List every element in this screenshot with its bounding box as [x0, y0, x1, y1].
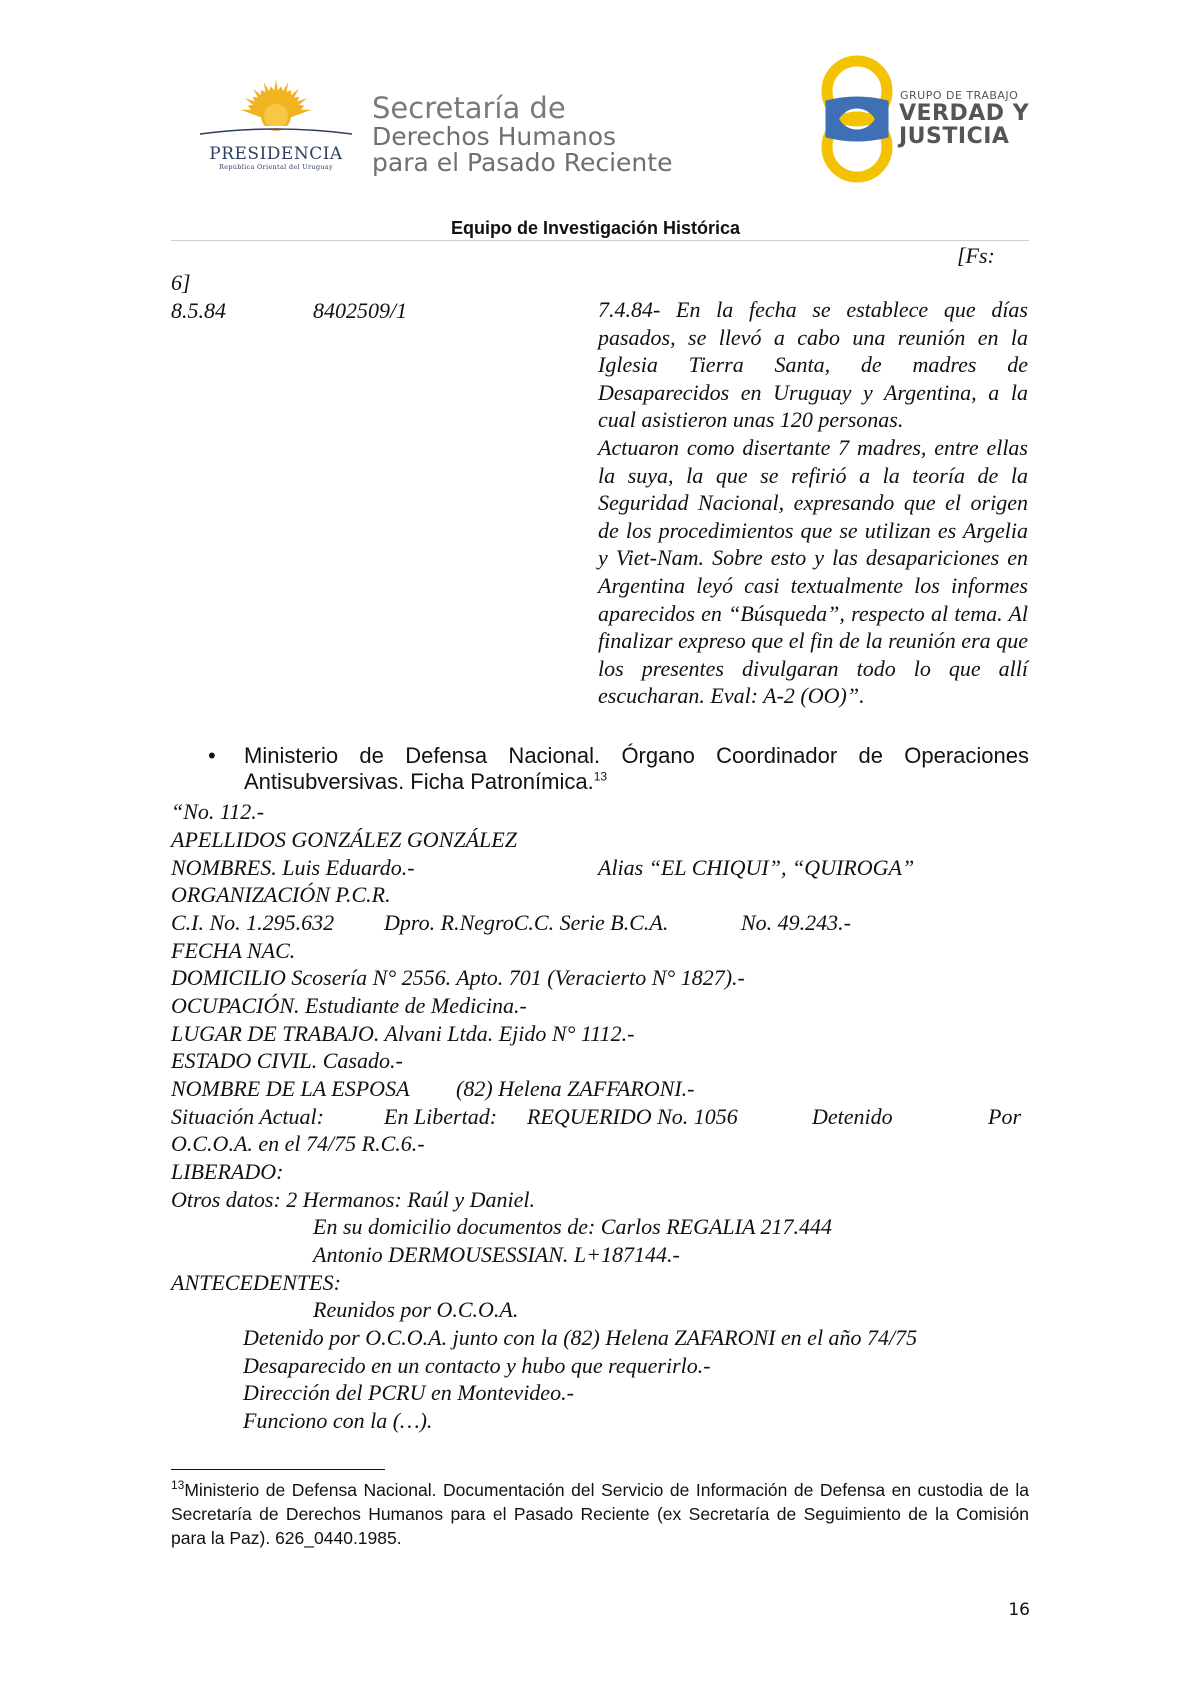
- ficha-detenido: Detenido: [812, 1104, 893, 1129]
- bullet-marker: •: [208, 743, 216, 768]
- footnote: [171, 1478, 1029, 1550]
- team-heading: Equipo de Investigación Histórica: [450, 218, 741, 238]
- ficha-ci: C.I. No. 1.295.632: [171, 910, 335, 935]
- footnote-reference: 13: [593, 769, 608, 784]
- header-divider: [171, 240, 1029, 241]
- record-code: 8402509/1: [313, 298, 408, 323]
- record-date: 8.5.84: [171, 298, 226, 323]
- ficha-lugar-trabajo: LUGAR DE TRABAJO. Alvani Ltda. Ejido N° 1112.-: [171, 1021, 635, 1046]
- footnote-divider: [171, 1469, 385, 1470]
- record-entry-paragraph: Actuaron como disertante 7 madres, entre ellas la suya, la que se refirió a la teoría de la Seguridad Nacional, expresando que el origen de los procedimientos que se utilizan es Argelia y Viet-Nam. Sobre esto y las desapariciones en Argentina leyó casi textualmente los informes aparecidos en “Búsqueda”, respecto al tema. Al finalizar expreso que el fin de la reunión era que los presentes divulgaran todo lo que allí escucharan. Eval: A-2 (OO)”.: [598, 434, 1028, 709]
- ficha-requerido: REQUERIDO No. 1056: [527, 1104, 738, 1129]
- ficha-esposa-value: (82) Helena ZAFFARONI.-: [456, 1076, 695, 1101]
- ficha-fecha-nac: FECHA NAC.: [171, 938, 296, 963]
- ficha-ocupacion: OCUPACIÓN. Estudiante de Medicina.-: [171, 993, 527, 1018]
- presidencia-title: PRESIDENCIA: [209, 144, 343, 164]
- verdad-label: VERDAD Y: [899, 101, 1030, 126]
- ficha-liberado: LIBERADO:: [171, 1159, 284, 1184]
- ficha-otros-datos: Otros datos: 2 Hermanos: Raúl y Daniel.: [171, 1187, 535, 1212]
- verdad-justicia-rings-logo: [817, 55, 897, 183]
- ficha-domicilio: DOMICILIO Scosería N° 2556. Apto. 701 (Veracierto N° 1827).-: [171, 965, 745, 990]
- record-entry-paragraph: 7.4.84- En la fecha se establece que días pasados, se llevó a cabo una reunión en la Iglesia Tierra Santa, de madres de Desaparecidos en Uruguay y Argentina, a la cual asistieron unas 120 personas.: [598, 297, 1028, 433]
- presidencia-subtitle: República Oriental del Uruguay: [219, 163, 333, 171]
- grupo-trabajo-label: GRUPO DE TRABAJO: [900, 89, 1019, 102]
- ficha-documentos: En su domicilio documentos de: Carlos REGALIA 217.444: [313, 1214, 832, 1239]
- ficha-antonio: Antonio DERMOUSESSIAN. L+187144.-: [313, 1242, 680, 1267]
- ficha-antecedentes: ANTECEDENTES:: [171, 1270, 341, 1295]
- ficha-situacion-label: Situación Actual:: [171, 1104, 324, 1129]
- ficha-por: Por: [988, 1104, 1021, 1129]
- ficha-antecedente-2: Detenido por O.C.O.A. junto con la (82) Helena ZAFARONI en el año 74/75: [243, 1325, 918, 1350]
- ficha-number: “No. 112.-: [171, 799, 265, 824]
- justicia-label: JUSTICIA: [899, 124, 1010, 149]
- ficha-ocoa: O.C.O.A. en el 74/75 R.C.6.-: [171, 1131, 425, 1156]
- secretaria-line-3: para el Pasado Reciente: [372, 148, 673, 177]
- footnote-number: 13: [171, 1478, 185, 1493]
- ficha-antecedente-4: Dirección del PCRU en Montevideo.-: [243, 1380, 574, 1405]
- secretaria-line-2: Derechos Humanos: [372, 122, 617, 151]
- ficha-apellidos: APELLIDOS GONZÁLEZ GONZÁLEZ: [171, 827, 517, 852]
- folio-ref-end: 6]: [171, 270, 191, 295]
- record-entry: [598, 296, 1028, 710]
- page-number: 16: [1008, 1600, 1030, 1620]
- ficha-cc-number: No. 49.243.-: [741, 910, 851, 935]
- footnote-text: Ministerio de Defensa Nacional. Documentación del Servicio de Información de Defensa en custodia de la Secretaría de Derechos Humanos para el Pasado Reciente (ex Secretaría de Seguimiento de la Comisión para la Paz). 626_0440.1985.: [171, 1480, 1029, 1548]
- ficha-en-libertad: En Libertad:: [384, 1104, 498, 1129]
- source-bullet: [244, 743, 1029, 795]
- ficha-antecedente-3: Desaparecido en un contacto y hubo que requerirlo.-: [243, 1353, 711, 1378]
- ficha-alias: Alias “EL CHIQUI”, “QUIROGA”: [598, 855, 915, 880]
- ficha-dpto: Dpro. R.NegroC.C. Serie B.C.A.: [384, 910, 669, 935]
- ficha-nombres: NOMBRES. Luis Eduardo.-: [171, 855, 415, 880]
- ficha-antecedente-5: Funciono con la (…).: [243, 1408, 433, 1433]
- secretaria-line-1: Secretaría de: [372, 91, 566, 125]
- ficha-esposa-label: NOMBRE DE LA ESPOSA: [171, 1076, 410, 1101]
- ficha-organizacion: ORGANIZACIÓN P.C.R.: [171, 882, 391, 907]
- ficha-estado-civil: ESTADO CIVIL. Casado.-: [171, 1048, 403, 1073]
- ficha-antecedente-1: Reunidos por O.C.O.A.: [313, 1297, 519, 1322]
- folio-ref-start: [Fs:: [957, 243, 995, 268]
- source-bullet-text: Ministerio de Defensa Nacional. Órgano Coordinador de Operaciones Antisubversivas. Ficha Patronímica.: [244, 743, 1029, 794]
